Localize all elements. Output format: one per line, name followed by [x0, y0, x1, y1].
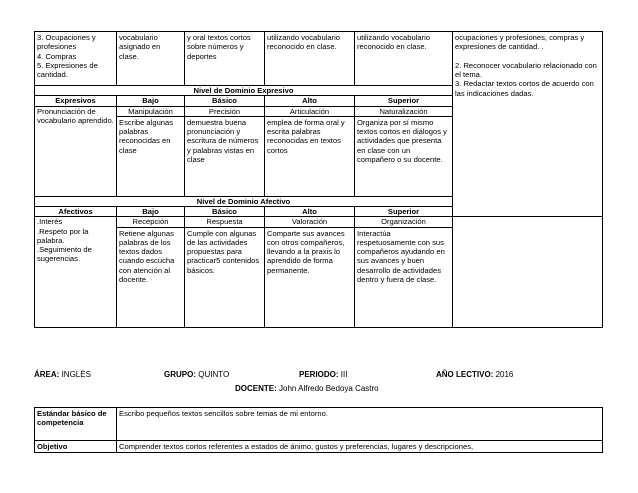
docente-value: John Alfredo Bedoya Castro — [279, 384, 379, 393]
table-cell: Interactúa respetuosamente con sus compañeros ayudando en sus avances y buen desarrollo de actividades dentro y fuera de clase. — [355, 227, 453, 327]
table-cell: Cumple con algunas de las actividades propuestas para practicar5 contenidos básicos. — [185, 227, 265, 327]
level-subheader: Naturalización — [355, 106, 453, 116]
table-cell: Comparte sus avances con otros compañeros, llevando a la praxis lo aprendido de forma permanente. — [265, 227, 355, 327]
level-subheader: Respuesta — [185, 217, 265, 227]
table-row — [35, 441, 603, 453]
level-subheader: Articulación — [265, 106, 355, 116]
criteria-cell: .Interés .Respeto por la palabra. .Seguimiento de sugerencias. — [35, 217, 117, 327]
section-title-affective: Nivel de Dominio Afectivo — [35, 196, 453, 206]
table-cell: demuestra buena pronunciación y escritura de números y palabras vistas en clase — [185, 116, 265, 196]
table-row — [35, 217, 603, 227]
column-header: Expresivos — [35, 96, 117, 106]
table-cell: utilizando vocabulario reconocido en clase. — [265, 32, 355, 86]
section-title-expressive: Nivel de Dominio Expresivo — [35, 86, 453, 96]
column-header: Básico — [185, 96, 265, 106]
table-cell: Retiene algunas palabras de los textos dados cuando escucha con atención al docente. — [117, 227, 185, 327]
docente-info — [235, 384, 379, 394]
column-header: Superior — [355, 96, 453, 106]
periodo-value: III — [340, 370, 348, 379]
area-info — [34, 370, 91, 380]
estandar-label: Estándar básico de competencia — [35, 408, 117, 441]
grupo-value: QUINTO — [198, 370, 230, 379]
objetivo-label: Objetivo — [35, 441, 117, 453]
table-cell: vocabulario asignado en clase. — [117, 32, 185, 86]
column-header: Superior — [355, 207, 453, 217]
anio-info — [436, 370, 513, 380]
topics-cell: 3. Ocupaciones y profesiones 4. Compras 5. Expresiones de cantidad. — [35, 32, 117, 86]
periodo-info — [299, 370, 347, 380]
table-row — [35, 408, 603, 441]
table-cell — [453, 217, 603, 327]
column-header: Básico — [185, 207, 265, 217]
table-cell: y oral textos cortos sobre números y deportes — [185, 32, 265, 86]
column-header: Alto — [265, 96, 355, 106]
anio-label: AÑO LECTIVO: — [436, 370, 494, 379]
column-header: Bajo — [117, 207, 185, 217]
standards-table — [34, 407, 603, 453]
column-header: Afectivos — [35, 207, 117, 217]
objectives-side-cell: ocupaciones y profesiones, compras y expresiones de cantidad. . 2. Reconocer vocabulario relacionado con el tema. 3. Redactar textos cortos de acuerdo con las indicaciones dadas. — [453, 32, 603, 217]
criteria-cell: Pronunciación de vocabulario aprendido. — [35, 106, 117, 196]
table-cell: emplea de forma oral y escrita palabras reconocidas en textos cortos — [265, 116, 355, 196]
grupo-info — [164, 370, 229, 380]
curriculum-table — [34, 31, 603, 328]
objetivo-value: Comprender textos cortos referentes a estados de ánimo, gustos y preferencias, lugares y descripciones, — [117, 441, 603, 453]
level-subheader: Manipulación — [117, 106, 185, 116]
estandar-value: Escribo pequeños textos sencillos sobre temas de mi entorno. — [117, 408, 603, 441]
anio-value: 2016 — [495, 370, 514, 379]
periodo-label: PERIODO: — [299, 370, 339, 379]
level-subheader: Organización — [355, 217, 453, 227]
table-row — [35, 32, 603, 86]
table-cell: Organiza por sí mismo textos cortos en diálogos y actividades que presenta en clase con un compañero o su docente. — [355, 116, 453, 196]
area-label: ÁREA: — [34, 370, 60, 379]
level-subheader: Recepción — [117, 217, 185, 227]
area-value: INGLÉS — [61, 370, 91, 379]
docente-label: DOCENTE: — [235, 384, 277, 393]
level-subheader: Precisión — [185, 106, 265, 116]
column-header: Alto — [265, 207, 355, 217]
table-cell: Escribe algunas palabras reconocidas en clase — [117, 116, 185, 196]
column-header: Bajo — [117, 96, 185, 106]
table-cell: utilizando vocabulario reconocido en clase. — [355, 32, 453, 86]
grupo-label: GRUPO: — [164, 370, 196, 379]
level-subheader: Valoración — [265, 217, 355, 227]
